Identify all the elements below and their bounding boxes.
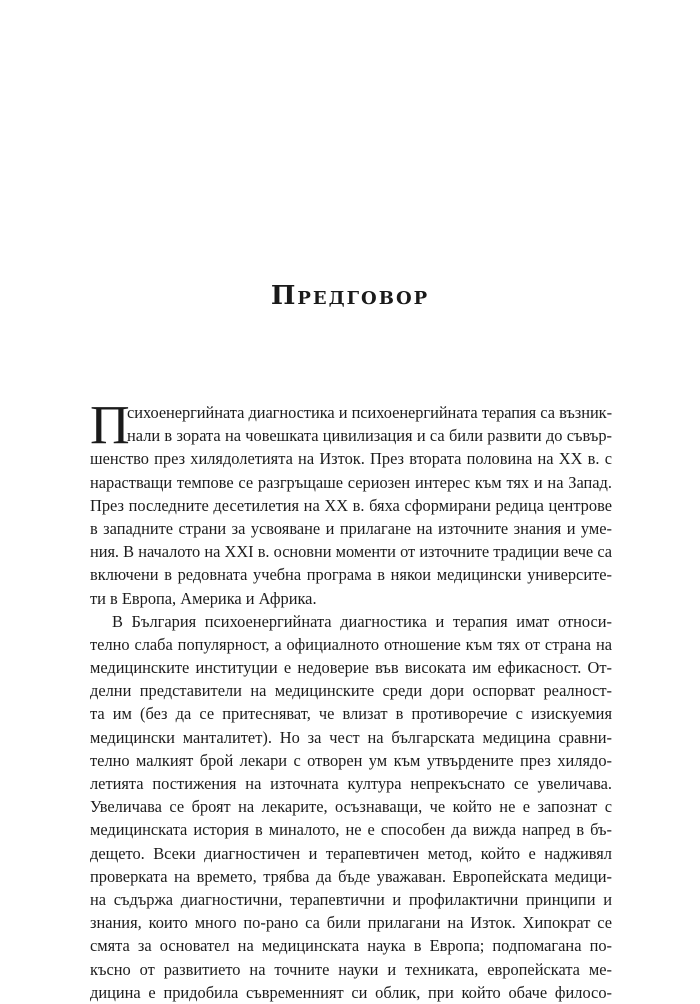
text-line: късно от развитието на точните науки и техниката, европейската ме-: [90, 959, 612, 979]
drop-cap: П: [90, 394, 130, 455]
text-line: нарастващи темпове се разгръщаше сериозен интерес към тях и на Запад.: [90, 472, 612, 492]
text-line: В България психоенергийната диагностика и терапия имат относи-: [112, 611, 612, 631]
text-line: През последните десетилетия на XX в. бяха сформирани редица центрове: [90, 495, 612, 515]
text-line: знания, които много по-рано са били прилагани на Изток. Хипократ се: [90, 913, 612, 933]
text-line: та им (без да се притесняват, че влизат в противоречие с изискуемия: [90, 704, 612, 724]
text-line: на съдържа диагностични, терапевтични и профилактични принципи и: [90, 889, 612, 909]
text-line: дицина е придобила съвременният си облик, при който обаче филосо-: [90, 982, 612, 1002]
text-line: шенство през хилядолетията на Изток. През втората половина на XX в. с: [90, 449, 612, 469]
text-line: дещето. Всеки диагностичен и терапевтичен метод, който е надживял: [90, 843, 612, 863]
text-line: смята за основател на медицинската наука в Европа; подпомагана по-: [90, 936, 612, 956]
text-line: ния. В началото на XXI в. основни моменти от източните традиции вече са: [90, 542, 612, 562]
text-line: летията постижения на източната култура непрекъснато се увеличава.: [90, 774, 612, 793]
text-line: Увеличава се броят на лекарите, осъзнаващи, че който не е запознат с: [90, 797, 612, 817]
body-text: [90, 394, 612, 1004]
text-line: проверката на времето, трябва да бъде уважаван. Европейската медици-: [90, 866, 612, 886]
text-line: медицинските институции е недоверие във високата им ефикасност. От-: [90, 658, 612, 678]
text-line: медицински манталитет). Но за чест на българската медицина сравни-: [90, 727, 612, 747]
text-line: ти в Европа, Америка и Африка.: [90, 588, 317, 608]
text-line: делни представители на медицинските среди дори оспорват реалност-: [90, 681, 612, 701]
paragraph-1: [90, 394, 612, 610]
text-line: в западните страни за усвояване и прилагане на източните знания и уме-: [90, 518, 612, 538]
text-line: медицинската история в миналото, не е способен да вижда напред в бъ-: [90, 820, 612, 840]
text-line: сихоенергийната диагностика и психоенергийната терапия са възник-: [127, 403, 612, 422]
text-line: телно малкият брой лекари с отворен ум към утвърдените през хилядо-: [90, 750, 612, 770]
text-line: телно слаба популярност, а официалното отношение към тях от страна на: [90, 634, 612, 654]
text-line: включени в редовната учебна програма в някои медицински университе-: [90, 565, 612, 585]
text-line: нали в зората на човешката цивилизация и са били развити до съвър-: [127, 426, 612, 446]
paragraph-2: [90, 610, 612, 1004]
chapter-title: Предговор: [270, 281, 430, 311]
